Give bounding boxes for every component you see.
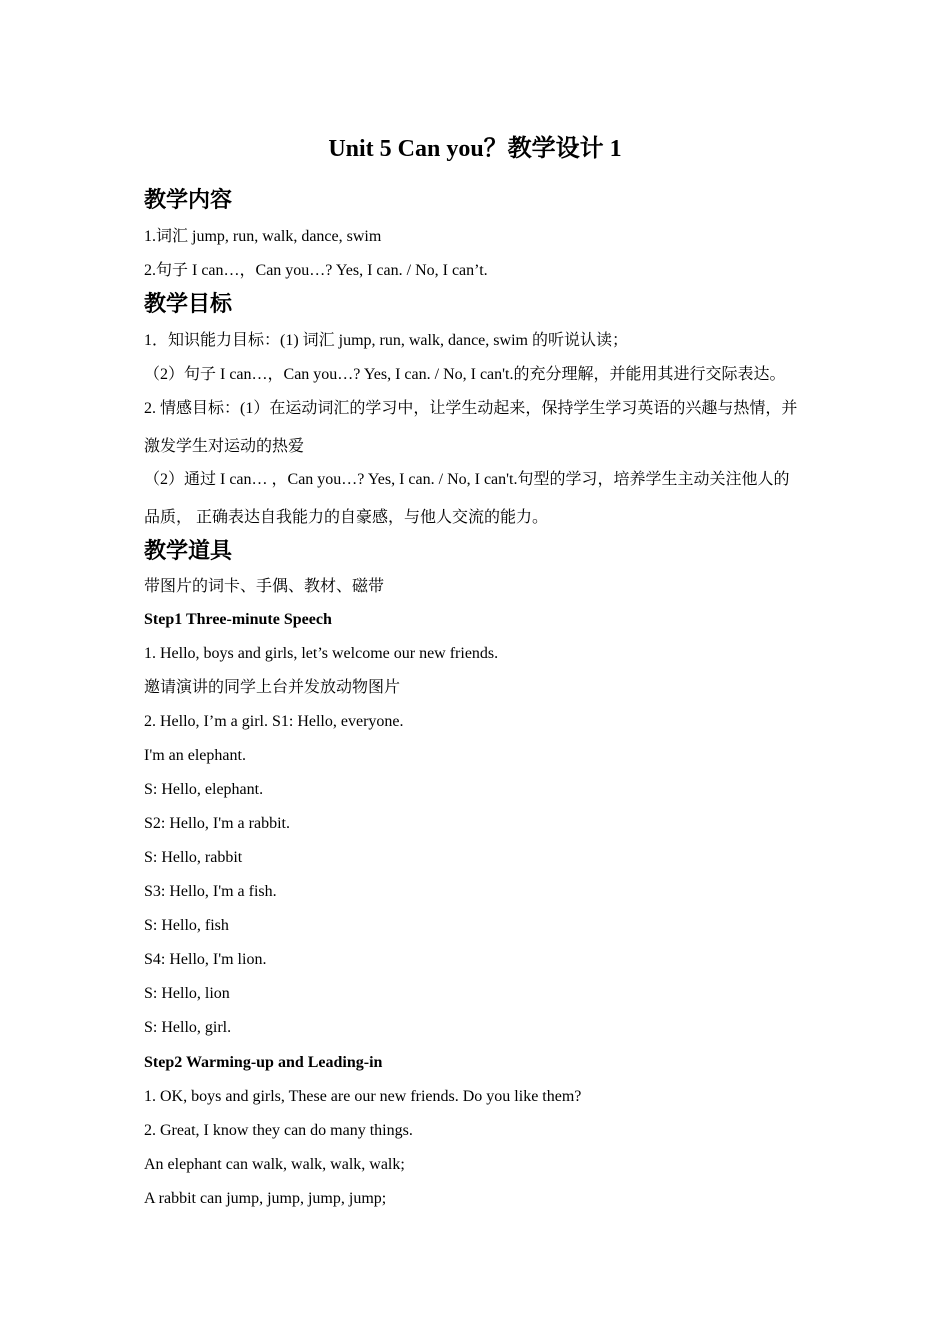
step2-line-3: An elephant can walk, walk, walk, walk; — [144, 1156, 405, 1173]
goal-emotion-line-3: （2）通过 I can… ，Can you…? Yes, I can. / No, I can't.句型的学习，培养学生主动关注他人的 — [144, 471, 790, 488]
content-vocabulary-line: 1.词汇 jump, run, walk, dance, swim — [144, 228, 382, 245]
document-title: Unit 5 Can you？教学设计 1 — [328, 136, 622, 162]
step1-line-2: 2. Hello, I’m a girl. S1: Hello, everyone. — [144, 713, 404, 730]
goal-emotion-line-4: 品质， 正确表达自我能力的自豪感，与他人交流的能力。 — [144, 509, 549, 526]
step1-line-6: S: Hello, rabbit — [144, 849, 243, 866]
step2-line-1: 1. OK, boys and girls, These are our new friends. Do you like them? — [144, 1088, 582, 1105]
section-heading-tools: 教学道具 — [144, 539, 233, 564]
step1-line-5: S2: Hello, I'm a rabbit. — [144, 815, 290, 832]
goal-knowledge-line: 1．知识能力目标：(1) 词汇 jump, run, walk, dance, swim 的听说认读； — [144, 332, 628, 349]
step1-line-1: 1. Hello, boys and girls, let’s welcome our new friends. — [144, 645, 499, 662]
step1-line-10: S: Hello, lion — [144, 985, 230, 1002]
step1-heading: Step1 Three-minute Speech — [144, 611, 332, 628]
content-sentence-line: 2.句子 I can…，Can you…? Yes, I can. / No, I can’t. — [144, 262, 488, 279]
step1-line-11: S: Hello, girl. — [144, 1019, 232, 1036]
goal-emotion-line-2: 激发学生对运动的热爱 — [144, 438, 305, 455]
step2-line-2: 2. Great, I know they can do many things. — [144, 1122, 413, 1139]
step2-heading: Step2 Warming-up and Leading-in — [144, 1054, 383, 1071]
step1-line-9: S4: Hello, I'm lion. — [144, 951, 267, 968]
step1-line-4: S: Hello, elephant. — [144, 781, 264, 798]
step1-line-7: S3: Hello, I'm a fish. — [144, 883, 277, 900]
goal-sentence-line: （2）句子 I can…，Can you…? Yes, I can. / No, I can't.的充分理解，并能用其进行交际表达。 — [144, 366, 786, 383]
goal-emotion-line-1: 2. 情感目标：(1）在运动词汇的学习中，让学生动起来，保持学生学习英语的兴趣与热情，并 — [144, 400, 798, 417]
section-heading-content: 教学内容 — [144, 188, 233, 213]
step1-line-8: S: Hello, fish — [144, 917, 229, 934]
tools-text: 带图片的词卡、手偶、教材、磁带 — [144, 578, 385, 595]
step2-line-4: A rabbit can jump, jump, jump, jump; — [144, 1190, 387, 1207]
step1-line-3: I'm an elephant. — [144, 747, 246, 764]
section-heading-goals: 教学目标 — [144, 292, 233, 317]
step1-note: 邀请演讲的同学上台并发放动物图片 — [144, 679, 401, 696]
